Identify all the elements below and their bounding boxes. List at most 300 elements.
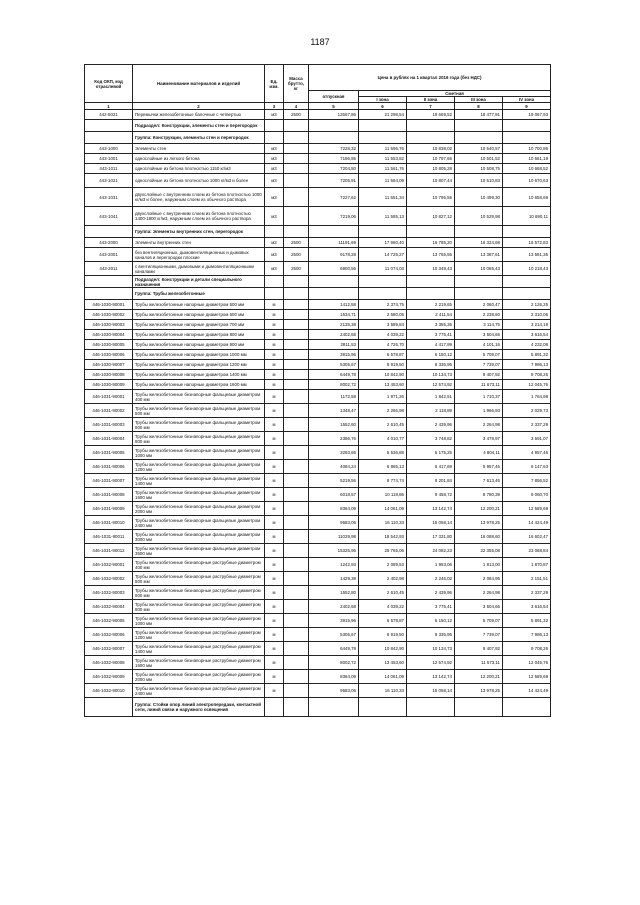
price-zone-1: 16 110,33	[359, 684, 407, 698]
table-row	[85, 164, 551, 174]
price-release: 3293,65	[309, 446, 359, 460]
empty-cell	[455, 132, 503, 144]
table-row	[85, 404, 551, 418]
item-name: Трубы железобетонные безнапорные фальцевые диаметром 1600 мм	[133, 488, 265, 502]
price-release: 15325,95	[309, 544, 359, 558]
price-zone-3: 10 540,57	[455, 144, 503, 154]
price-zone-1: 11 553,82	[359, 154, 407, 164]
item-mass	[284, 642, 309, 656]
item-code: 446-1030-90008	[85, 370, 133, 380]
empty-cell	[455, 226, 503, 238]
item-unit: м	[265, 586, 284, 600]
price-release: 2386,76	[309, 432, 359, 446]
price-zone-3: 7 613,46	[455, 474, 503, 488]
item-name: Трубы железобетонные безнапорные раструбные диаметром 400 мм	[133, 558, 265, 572]
price-zone-1: 8 919,50	[359, 360, 407, 370]
price-release: 6449,78	[309, 642, 359, 656]
price-zone-2: 5 175,25	[407, 446, 455, 460]
table-row	[85, 488, 551, 502]
item-unit: м3	[265, 207, 284, 226]
price-zone-1: 13 453,60	[359, 656, 407, 670]
price-table	[84, 64, 551, 717]
price-zone-3: 1 813,00	[455, 558, 503, 572]
empty-cell	[407, 132, 455, 144]
item-mass	[284, 474, 309, 488]
item-code: 446-1032-90001	[85, 558, 133, 572]
price-zone-2: 13 142,74	[407, 670, 455, 684]
price-zone-1: 11 596,76	[359, 144, 407, 154]
column-index: 4	[284, 103, 309, 110]
table-row	[85, 446, 551, 460]
item-code: 446-1031-90012	[85, 544, 133, 558]
price-zone-1: 8 919,50	[359, 628, 407, 642]
price-zone-3: 5 957,45	[455, 460, 503, 474]
header-estimate: Сметная	[359, 91, 551, 97]
item-unit: м	[265, 530, 284, 544]
group-name: Группа: Конструкции, элементы стен и перегородок	[133, 132, 265, 144]
table-row	[85, 174, 551, 188]
price-zone-2: 13 142,74	[407, 502, 455, 516]
item-unit: м	[265, 474, 284, 488]
price-zone-3: 5 709,07	[455, 350, 503, 360]
table-row	[85, 380, 551, 390]
header-price: Цена в рублях на 1 квартал 2016 года (без НДС)	[309, 65, 551, 91]
price-release: 7205,91	[309, 174, 359, 188]
item-name: Элементы стен	[133, 144, 265, 154]
item-unit: м	[265, 502, 284, 516]
empty-cell	[284, 132, 309, 144]
item-mass	[284, 558, 309, 572]
price-zone-1: 10 842,90	[359, 370, 407, 380]
item-unit: м	[265, 300, 284, 310]
item-mass	[284, 144, 309, 154]
price-zone-2: 9 458,72	[407, 488, 455, 502]
price-zone-2: 6 150,12	[407, 614, 455, 628]
table-row	[85, 360, 551, 370]
price-zone-3: 13 978,25	[455, 684, 503, 698]
table-row	[85, 238, 551, 248]
empty-cell	[407, 698, 455, 717]
price-release: 7196,95	[309, 154, 359, 164]
item-mass	[284, 164, 309, 174]
item-code: 446-1031-90009	[85, 502, 133, 516]
price-release: 7219,06	[309, 207, 359, 226]
price-zone-3: 8 780,39	[455, 488, 503, 502]
price-release: 8364,09	[309, 670, 359, 684]
group-code-cell	[85, 698, 133, 717]
item-unit: м	[265, 544, 284, 558]
item-name: Трубы железобетонные напорные диаметром 1200 мм	[133, 360, 265, 370]
item-code: 443-1021	[85, 174, 133, 188]
item-code: 443-1001	[85, 154, 133, 164]
price-zone-2: 17 331,80	[407, 530, 455, 544]
price-release: 7227,62	[309, 188, 359, 207]
price-zone-2: 8 336,95	[407, 628, 455, 642]
group-row	[85, 698, 551, 717]
price-zone-2: 6 417,69	[407, 460, 455, 474]
item-unit: м	[265, 600, 284, 614]
empty-cell	[503, 276, 551, 288]
price-zone-4: 12 589,69	[503, 502, 551, 516]
price-zone-1: 21 298,54	[359, 110, 407, 120]
price-release: 5305,67	[309, 360, 359, 370]
item-code: 446-1030-90004	[85, 330, 133, 340]
price-zone-4: 10 690,11	[503, 207, 551, 226]
item-unit: м	[265, 320, 284, 330]
empty-cell	[407, 226, 455, 238]
price-zone-4: 23 068,84	[503, 544, 551, 558]
price-zone-4: 5 891,32	[503, 350, 551, 360]
price-zone-4: 2 029,73	[503, 404, 551, 418]
group-row	[85, 276, 551, 288]
header-zone-1: I зона	[359, 97, 407, 103]
item-code: 446-1031-90004	[85, 432, 133, 446]
item-code: 446-1030-90007	[85, 360, 133, 370]
group-code-cell	[85, 226, 133, 238]
empty-cell	[265, 132, 284, 144]
item-unit: м	[265, 642, 284, 656]
price-zone-2: 10 797,66	[407, 154, 455, 164]
price-release: 1429,38	[309, 572, 359, 586]
item-mass	[284, 188, 309, 207]
price-zone-3: 2 238,60	[455, 310, 503, 320]
item-mass	[284, 516, 309, 530]
header-unit: Ед. изм.	[265, 65, 284, 103]
price-release: 1242,93	[309, 558, 359, 572]
item-mass	[284, 174, 309, 188]
price-zone-4: 7 986,13	[503, 360, 551, 370]
empty-cell	[407, 276, 455, 288]
price-zone-4: 10 668,52	[503, 164, 551, 174]
price-zone-1: 5 536,88	[359, 446, 407, 460]
price-zone-3: 3 504,66	[455, 600, 503, 614]
item-code: 446-1031-90007	[85, 474, 133, 488]
empty-cell	[309, 276, 359, 288]
item-unit: м3	[265, 262, 284, 276]
price-zone-1: 2 610,45	[359, 586, 407, 600]
item-code: 446-1030-90006	[85, 350, 133, 360]
empty-cell	[455, 288, 503, 300]
group-code-cell	[85, 132, 133, 144]
table-row	[85, 586, 551, 600]
table-row	[85, 558, 551, 572]
price-zone-1: 4 039,22	[359, 600, 407, 614]
price-zone-2: 1 842,51	[407, 390, 455, 404]
group-code-cell	[85, 276, 133, 288]
price-zone-4: 9 708,26	[503, 370, 551, 380]
item-code: 446-1030-90001	[85, 300, 133, 310]
empty-cell	[265, 698, 284, 717]
header-zone-3: III зона	[455, 97, 503, 103]
price-zone-3: 2 084,95	[455, 572, 503, 586]
item-unit: м	[265, 380, 284, 390]
item-unit: м	[265, 330, 284, 340]
table-row	[85, 310, 551, 320]
item-code: 446-1031-90003	[85, 418, 133, 432]
group-name: Группа: Элементы внутренних стен, перегородок	[133, 226, 265, 238]
item-mass	[284, 360, 309, 370]
item-name: Трубы железобетонные безнапорные раструбные диаметром 1000 мм	[133, 614, 265, 628]
item-code: 446-1031-90001	[85, 390, 133, 404]
price-release: 7204,50	[309, 164, 359, 174]
item-code: 446-1030-90009	[85, 380, 133, 390]
price-zone-4: 14 424,49	[503, 516, 551, 530]
price-zone-1: 10 842,90	[359, 642, 407, 656]
item-code: 443-2001	[85, 248, 133, 262]
price-zone-3: 11 673,11	[455, 380, 503, 390]
item-unit: м	[265, 614, 284, 628]
item-mass	[284, 446, 309, 460]
item-name: Трубы железобетонные напорные диаметром 800 мм	[133, 330, 265, 340]
empty-cell	[359, 120, 407, 132]
price-zone-4: 1 870,87	[503, 558, 551, 572]
price-zone-2: 12 574,92	[407, 380, 455, 390]
price-zone-2: 8 336,95	[407, 360, 455, 370]
price-release: 9583,05	[309, 684, 359, 698]
price-zone-4: 5 891,32	[503, 614, 551, 628]
item-unit: м3	[265, 174, 284, 188]
item-unit: м3	[265, 144, 284, 154]
price-zone-2: 4 417,99	[407, 340, 455, 350]
item-name: Трубы железобетонные безнапорные фальцевые диаметром 3500 мм	[133, 544, 265, 558]
price-zone-3: 2 264,98	[455, 418, 503, 432]
empty-cell	[265, 120, 284, 132]
price-zone-2: 19 669,52	[407, 110, 455, 120]
item-mass	[284, 350, 309, 360]
table-row	[85, 154, 551, 164]
item-mass	[284, 600, 309, 614]
price-zone-4: 3 591,07	[503, 432, 551, 446]
item-mass	[284, 502, 309, 516]
price-zone-1: 14 061,09	[359, 502, 407, 516]
item-name: Трубы железобетонные безнапорные раструбные диаметром 1400 мм	[133, 642, 265, 656]
price-zone-4: 2 310,06	[503, 310, 551, 320]
price-zone-1: 6 578,87	[359, 614, 407, 628]
column-index: 6	[359, 103, 407, 110]
table-row	[85, 390, 551, 404]
price-release: 9583,05	[309, 516, 359, 530]
item-unit: м3	[265, 110, 284, 120]
empty-cell	[284, 288, 309, 300]
price-zone-1: 2 374,75	[359, 300, 407, 310]
item-code: 446-1031-90005	[85, 446, 133, 460]
price-zone-3: 22 355,08	[455, 544, 503, 558]
item-mass	[284, 460, 309, 474]
price-release: 12667,86	[309, 110, 359, 120]
table-row	[85, 320, 551, 330]
header-mass: Масса брутто, кг	[284, 65, 309, 103]
price-zone-4: 1 764,98	[503, 390, 551, 404]
price-zone-2: 15 058,14	[407, 684, 455, 698]
item-mass	[284, 370, 309, 380]
price-zone-2: 13 765,55	[407, 248, 455, 262]
price-zone-4: 9 060,70	[503, 488, 551, 502]
item-unit: м	[265, 446, 284, 460]
price-zone-2: 10 805,28	[407, 164, 455, 174]
price-release: 1552,80	[309, 586, 359, 600]
price-zone-2: 3 775,41	[407, 330, 455, 340]
price-zone-4: 9 708,26	[503, 642, 551, 656]
empty-cell	[455, 698, 503, 717]
price-zone-1: 11 074,03	[359, 262, 407, 276]
item-unit: м	[265, 488, 284, 502]
price-zone-2: 10 795,55	[407, 188, 455, 207]
item-name: Трубы железобетонные безнапорные раструбные диаметром 600 мм	[133, 586, 265, 600]
item-code: 446-1030-90002	[85, 310, 133, 320]
item-mass	[284, 544, 309, 558]
table-row	[85, 300, 551, 310]
price-release: 11191,69	[309, 238, 359, 248]
price-zone-3: 10 529,98	[455, 207, 503, 226]
price-release: 6900,56	[309, 262, 359, 276]
item-unit: м	[265, 340, 284, 350]
item-mass: 2500	[284, 238, 309, 248]
empty-cell	[359, 226, 407, 238]
group-name: Подраздел: Конструкции и детали специального назначения	[133, 276, 265, 288]
item-name: Трубы железобетонные безнапорные фальцевые диаметром 600 мм	[133, 418, 265, 432]
item-code: 446-1031-90008	[85, 488, 133, 502]
item-code: 443-2011	[85, 262, 133, 276]
header-zone-4: IV зона	[503, 97, 551, 103]
table-row	[85, 188, 551, 207]
price-zone-3: 5 709,07	[455, 614, 503, 628]
item-mass	[284, 418, 309, 432]
price-zone-4: 13 591,35	[503, 248, 551, 262]
price-zone-2: 10 827,12	[407, 207, 455, 226]
price-zone-1: 4 039,22	[359, 330, 407, 340]
price-zone-3: 10 065,43	[455, 262, 503, 276]
price-zone-1: 1 971,26	[359, 390, 407, 404]
price-zone-3: 13 978,25	[455, 516, 503, 530]
table-row	[85, 516, 551, 530]
table-row	[85, 432, 551, 446]
price-zone-4: 4 957,46	[503, 446, 551, 460]
item-code: 446-1032-90003	[85, 586, 133, 600]
price-zone-4: 6 147,63	[503, 460, 551, 474]
price-zone-1: 6 578,87	[359, 350, 407, 360]
group-name: Группа: Стойки опор линий электропередачи, контактной сети, линий связи и наружного освещения	[133, 698, 265, 717]
empty-cell	[309, 120, 359, 132]
price-zone-3: 12 200,21	[455, 502, 503, 516]
price-zone-1: 13 453,60	[359, 380, 407, 390]
item-unit: м	[265, 418, 284, 432]
item-mass	[284, 320, 309, 330]
price-zone-4: 7 856,52	[503, 474, 551, 488]
empty-cell	[359, 698, 407, 717]
item-mass	[284, 586, 309, 600]
item-mass	[284, 340, 309, 350]
table-row	[85, 248, 551, 262]
item-mass	[284, 530, 309, 544]
empty-cell	[265, 288, 284, 300]
item-unit: м	[265, 572, 284, 586]
item-name: Трубы железобетонные безнапорные фальцевые диаметром 3000 мм	[133, 530, 265, 544]
price-zone-1: 3 589,84	[359, 320, 407, 330]
price-zone-4: 10 218,43	[503, 262, 551, 276]
item-unit: м	[265, 684, 284, 698]
table-row	[85, 600, 551, 614]
price-release: 2135,38	[309, 320, 359, 330]
price-zone-4: 12 589,69	[503, 670, 551, 684]
empty-cell	[284, 226, 309, 238]
item-mass	[284, 572, 309, 586]
empty-cell	[284, 276, 309, 288]
price-zone-2: 3 355,35	[407, 320, 455, 330]
price-zone-2: 3 748,82	[407, 432, 455, 446]
item-name: Трубы железобетонные безнапорные фальцевые диаметром 500 мм	[133, 404, 265, 418]
item-mass	[284, 432, 309, 446]
column-index: 2	[133, 103, 265, 110]
price-release: 1172,58	[309, 390, 359, 404]
item-code: 446-1032-90005	[85, 614, 133, 628]
item-name: Трубы железобетонные безнапорные раструбные диаметром 1600 мм	[133, 656, 265, 670]
empty-cell	[503, 698, 551, 717]
table-row	[85, 628, 551, 642]
empty-cell	[265, 276, 284, 288]
table-row	[85, 642, 551, 656]
price-zone-4: 3 616,54	[503, 600, 551, 614]
price-zone-4: 10 658,69	[503, 188, 551, 207]
empty-cell	[455, 120, 503, 132]
price-zone-2: 15 058,14	[407, 516, 455, 530]
table-row	[85, 656, 551, 670]
item-unit: м	[265, 360, 284, 370]
table-row	[85, 530, 551, 544]
item-unit: м	[265, 390, 284, 404]
item-code: 446-1032-90004	[85, 600, 133, 614]
group-row	[85, 132, 551, 144]
item-unit: м	[265, 460, 284, 474]
item-mass	[284, 310, 309, 320]
item-unit: м	[265, 558, 284, 572]
item-code: 446-1032-90008	[85, 656, 133, 670]
column-index: 8	[455, 103, 503, 110]
item-unit: м	[265, 370, 284, 380]
empty-cell	[284, 698, 309, 717]
item-code: 442-5021	[85, 110, 133, 120]
price-zone-1: 14 061,09	[359, 670, 407, 684]
empty-cell	[359, 132, 407, 144]
header-release: отпускная	[309, 91, 359, 103]
empty-cell	[309, 132, 359, 144]
item-code: 443-1031	[85, 188, 133, 207]
empty-cell	[503, 132, 551, 144]
price-zone-2: 16 785,20	[407, 238, 455, 248]
price-zone-4: 7 986,13	[503, 628, 551, 642]
table-body	[85, 110, 551, 717]
price-zone-4: 2 337,29	[503, 586, 551, 600]
price-zone-2: 24 082,23	[407, 544, 455, 558]
price-zone-4: 19 067,93	[503, 110, 551, 120]
empty-cell	[284, 120, 309, 132]
item-mass	[284, 207, 309, 226]
item-code: 446-1031-90006	[85, 460, 133, 474]
price-zone-3: 12 200,21	[455, 670, 503, 684]
price-zone-2: 2 118,89	[407, 404, 455, 418]
item-unit: м	[265, 670, 284, 684]
price-zone-4: 10 670,63	[503, 174, 551, 188]
column-index: 7	[407, 103, 455, 110]
item-unit: м	[265, 656, 284, 670]
price-zone-1: 25 765,06	[359, 544, 407, 558]
price-zone-3: 2 060,47	[455, 300, 503, 310]
item-mass: 2500	[284, 110, 309, 120]
item-code: 446-1032-90006	[85, 628, 133, 642]
price-zone-4: 4 232,08	[503, 340, 551, 350]
price-zone-4: 10 700,86	[503, 144, 551, 154]
price-zone-4: 10 661,19	[503, 154, 551, 164]
item-unit: м	[265, 350, 284, 360]
